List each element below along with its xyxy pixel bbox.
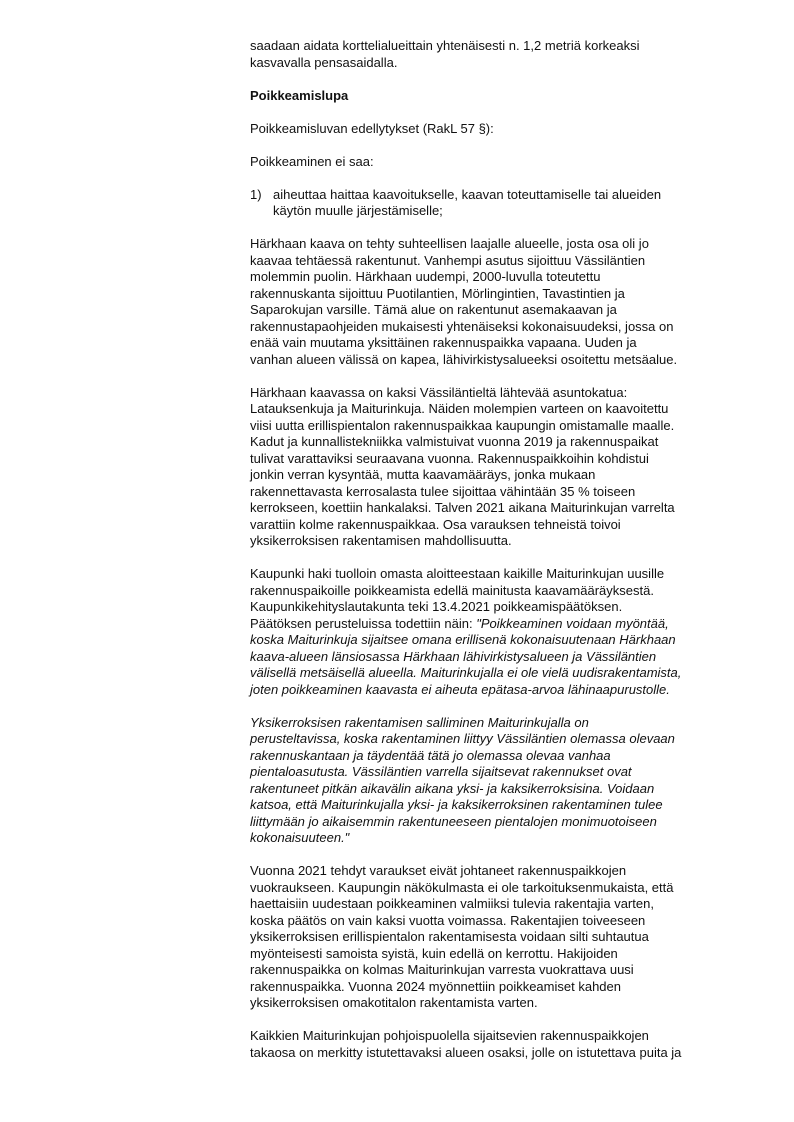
- quote-line: Yksikerroksisen rakentamisen salliminen Maiturinkujalla on: [250, 714, 589, 730]
- text-line: Härkhaan kaava on tehty suhteellisen laajalle alueelle, josta osa oli jo: [250, 236, 649, 251]
- list-number: 1): [250, 186, 262, 202]
- text-line: Härkhaan kaavassa on kaksi Vässiläntieltä lähtevää asuntokatua:: [250, 384, 628, 400]
- quote-line: perusteltavissa, koska rakentaminen liittyy Vässiläntien olemassa olevaan: [250, 731, 675, 746]
- text-line: myönteisesti samoista syistä, kuin edellä on kerrottu. Hakijoiden: [250, 945, 618, 961]
- text-line: Kaikkien Maiturinkujan pohjoispuolella sijaitsevien rakennuspaikkojen: [250, 1028, 649, 1043]
- quote-line: pientaloasutusta. Vässiläntien varrella sijaitsevat rakennukset ovat: [250, 764, 632, 779]
- text-line: yksikerroksisen rakentamisen mahdollisuutta.: [250, 533, 512, 548]
- text-line: rakennustapaohjeiden mukaisesti yhtenäiseksi kokonaisuudeksi, jossa on: [250, 318, 674, 334]
- text-line: haettaisiin uudestaan poikkeaminen valmiiksi tulevia rakentajia varten,: [250, 896, 654, 911]
- text-line: vuokraukseen. Kaupungin näkökulmasta ei ole tarkoituksenmukaista, että: [250, 879, 674, 895]
- quote-line: joten poikkeaminen kaavasta ei aiheuta epätasa-arvoa lähinaapurustolle.: [250, 681, 670, 697]
- quote-line: kokonaisuuteen.": [250, 830, 350, 845]
- text-line: saadaan aidata korttelialueittain yhtenäisesti n. 1,2 metriä korkeaksi: [250, 38, 640, 53]
- text-line: rakennuspaikka. Vuonna 2024 myönnettiin poikkeamiset kahden: [250, 978, 621, 994]
- text-line: Kaupunki haki tuolloin omasta aloitteestaan kaikille Maiturinkujan uusille: [250, 566, 665, 581]
- text-line: [250, 616, 742, 633]
- text-line: takaosa on merkitty istutettavaksi alueen osaksi, jolle on istutettava puita ja: [250, 1044, 682, 1060]
- text-line: viisi uutta erillispientalon rakennuspaikkaa kaupungin omistamalle maalle.: [250, 417, 675, 433]
- quote-lead-in: Päätöksen perusteluissa todettiin näin:: [250, 615, 477, 631]
- text-line: käytön muulle järjestämiselle;: [273, 203, 443, 218]
- quote-line: kaava-alueen länsiosassa Härkhaan lähivirkistysalueen ja Vässiläntien: [250, 648, 657, 664]
- paragraph-harkhaa-plan: [250, 236, 742, 368]
- text-line: yksikerroksisen erillispientalon rakentamisesta voidaan silti suhtautua: [250, 929, 649, 944]
- paragraph-conditions: Poikkeamisluvan edellytykset (RakL 57 §):: [250, 120, 494, 136]
- paragraph-planting-area: [250, 1028, 742, 1061]
- quote-line: koska Maiturinkuja sijaitsee omana erillisenä kokonaisuutenaan Härkhaan: [250, 632, 676, 647]
- text-line: jonkin verran kysyntää, mutta kaavamääräys, jonka mukaan: [250, 467, 596, 482]
- text-line: vanhan alueen välissä on kapea, lähivirkistysalueeksi osoitettu metsäalue.: [250, 351, 678, 367]
- text-line: Saparokujan varsille. Tämä alue on rakentunut asemakaavan ja: [250, 302, 617, 317]
- text-line: Vuonna 2021 tehdyt varaukset eivät johtaneet rakennuspaikkojen: [250, 863, 627, 878]
- quote-start: "Poikkeaminen voidaan myöntää,: [476, 615, 669, 631]
- quote-line: rakentuneet pitkän aikavälin aikana yksi- ja kaksikerroksisina. Voidaan: [250, 780, 655, 796]
- text-line: koska päätös on vain kaksi vuotta voimassa. Rakentajien toiveeseen: [250, 912, 646, 928]
- text-line: rakennuspaikka on kolmas Maiturinkujan varresta vuokrattava uusi: [250, 962, 634, 977]
- list-item: [250, 187, 742, 220]
- text-line: enää vain muutama yksittäinen rakennuspaikka vapaana. Uuden ja: [250, 335, 637, 350]
- text-line: kerrokseen, koettiin hankalaksi. Talven 2021 aikana Maiturinkujan varrelta: [250, 500, 675, 515]
- quote-line: välisellä metsäisellä alueella. Maiturinkujalla ei ole vielä uudisrakentamista,: [250, 665, 682, 680]
- text-line: kasvavalla pensasaidalla.: [250, 54, 398, 70]
- text-line: aiheuttaa haittaa kaavoitukselle, kaavan toteuttamiselle tai alueiden: [273, 186, 662, 202]
- text-line: tulivat varattaviksi seuraavana vuonna. Rakennuspaikkoihin kohdistui: [250, 450, 649, 466]
- paragraph-city-application: [250, 566, 742, 698]
- paragraph-reservations-2021: [250, 863, 742, 1012]
- paragraph-streets: [250, 385, 742, 550]
- text-line: yksikerroksisen omakotitalon rakentamista varten.: [250, 995, 538, 1010]
- quote-line: katsoa, että Maiturinkujalla yksi- ja kaksikerroksinen rakentaminen tulee: [250, 797, 663, 812]
- text-line: Kadut ja kunnallistekniikka valmistuivat vuonna 2019 ja rakennuspaikat: [250, 434, 659, 449]
- paragraph-deviation-intro: Poikkeaminen ei saa:: [250, 153, 374, 169]
- text-line: varattiin kolme rakennuspaikkaa. Osa varauksen tehneistä toivoi: [250, 516, 621, 532]
- text-line: Latauksenkuja ja Maiturinkuja. Näiden molempien varteen on kaavoitettu: [250, 401, 669, 416]
- text-line: Kaupunkikehityslautakunta teki 13.4.2021 poikkeamispäätöksen.: [250, 599, 623, 614]
- text-line: rakennettavasta kerrosalasta tulee sijoittaa vähintään 35 % toiseen: [250, 483, 636, 499]
- paragraph-quote-continued: [250, 715, 742, 847]
- quote-line: rakennuskantaan ja täydentää tätä jo olemassa olevaa vanhaa: [250, 747, 611, 763]
- text-line: rakennuspaikoille poikkeamista edellä mainitusta kaavamääräyksestä.: [250, 582, 654, 598]
- document-page: [250, 38, 742, 1078]
- section-heading: Poikkeamislupa: [250, 87, 349, 103]
- quote-line: liittymään jo aikaisemmin rakentuneeseen pientalojen monimuotoiseen: [250, 813, 657, 829]
- intro-paragraph: [250, 38, 742, 71]
- text-line: rakennuskanta sijoittuu Puotilantien, Mörlingintien, Tavastintien ja: [250, 285, 625, 301]
- text-line: molemmin puolin. Härkhaan uudempi, 2000-luvulla toteutettu: [250, 269, 601, 284]
- text-line: kaavaa tehtäessä rakentunut. Vanhempi asutus sijoittuu Vässiläntien: [250, 252, 646, 268]
